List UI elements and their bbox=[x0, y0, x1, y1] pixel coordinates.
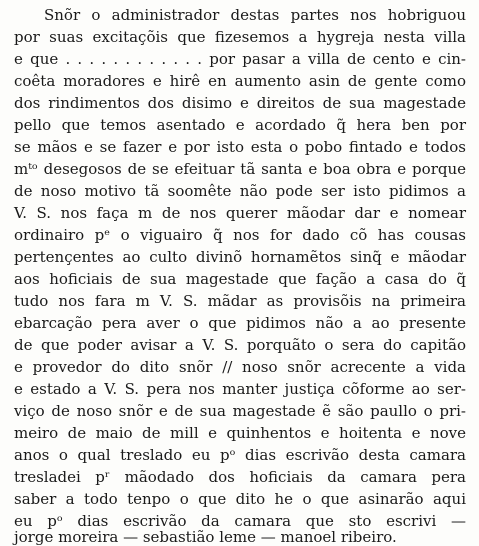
text-line-5: dos rindimentos dos disimo e direitos de sua magestade bbox=[14, 94, 466, 112]
text-line-24: eu pᵒ dias escrivão da camara que sto escrivi — bbox=[14, 512, 466, 530]
text-line-13: aos hoficiais de sua magestade que fação a casa do q̃ bbox=[14, 270, 466, 288]
text-line-1: Snõr o administrador destas partes nos hobriguou bbox=[44, 6, 466, 24]
text-line-10: V. S. nos faça m de nos querer mãodar dar e nomear bbox=[14, 204, 466, 222]
text-line-6: pello que temos asentado e acordado q̃ hera ben por bbox=[14, 116, 466, 134]
text-line-9: de noso motivo tã soomête não pode ser isto pidimos a bbox=[14, 182, 466, 200]
text-line-8: mᵗᵒ desegosos de se efeituar tã santa e boa obra e porque bbox=[14, 160, 466, 178]
text-line-16: de que poder avisar a V. S. porquãto o sera do capitão bbox=[14, 336, 466, 354]
text-line-18: e estado a V. S. pera nos manter justiça cõforme ao ser- bbox=[14, 380, 466, 398]
text-line-19: viço de noso snõr e de sua magestade ẽ são paullo o pri- bbox=[14, 402, 466, 420]
text-line-3: e que . . . . . . . . . . . . por pasar a villa de cento e cin- bbox=[14, 50, 466, 68]
text-line-21: anos o qual treslado eu pᵒ dias escrivão desta camara bbox=[14, 446, 466, 464]
text-line-22: tresladei pʳ mãodado dos hoficiais da camara pera bbox=[14, 468, 466, 486]
text-line-15: ebarcação pera aver o que pidimos não a ao presente bbox=[14, 314, 466, 332]
text-line-14: tudo nos fara m V. S. mãdar as provisõis na primeira bbox=[14, 292, 466, 310]
text-line-4: coêta moradores e hirê en aumento asin de gente como bbox=[14, 72, 466, 90]
text-line-7: se mãos e se fazer e por isto esta o pobo fintado e todos bbox=[14, 138, 466, 156]
text-line-2: por suas excitaçõis que fizesemos a hygreja nesta villa bbox=[14, 28, 466, 46]
text-line-17: e provedor do dito snõr // noso snõr acrecente a vida bbox=[14, 358, 466, 376]
text-line-12: pertençentes ao culto divinõ hornamẽtos sinq̃ e mãodar bbox=[14, 248, 466, 266]
text-line-23: saber a todo tenpo o que dito he o que asinarão aqui bbox=[14, 490, 466, 508]
text-line-25: jorge moreira — sebastião leme — manoel ribeiro. bbox=[14, 528, 397, 546]
text-line-20: meiro de maio de mill e quinhentos e hoitenta e nove bbox=[14, 424, 466, 442]
text-line-11: ordinairo pᵉ o viguairo q̃ nos for dado cõ has cousas bbox=[14, 226, 466, 244]
